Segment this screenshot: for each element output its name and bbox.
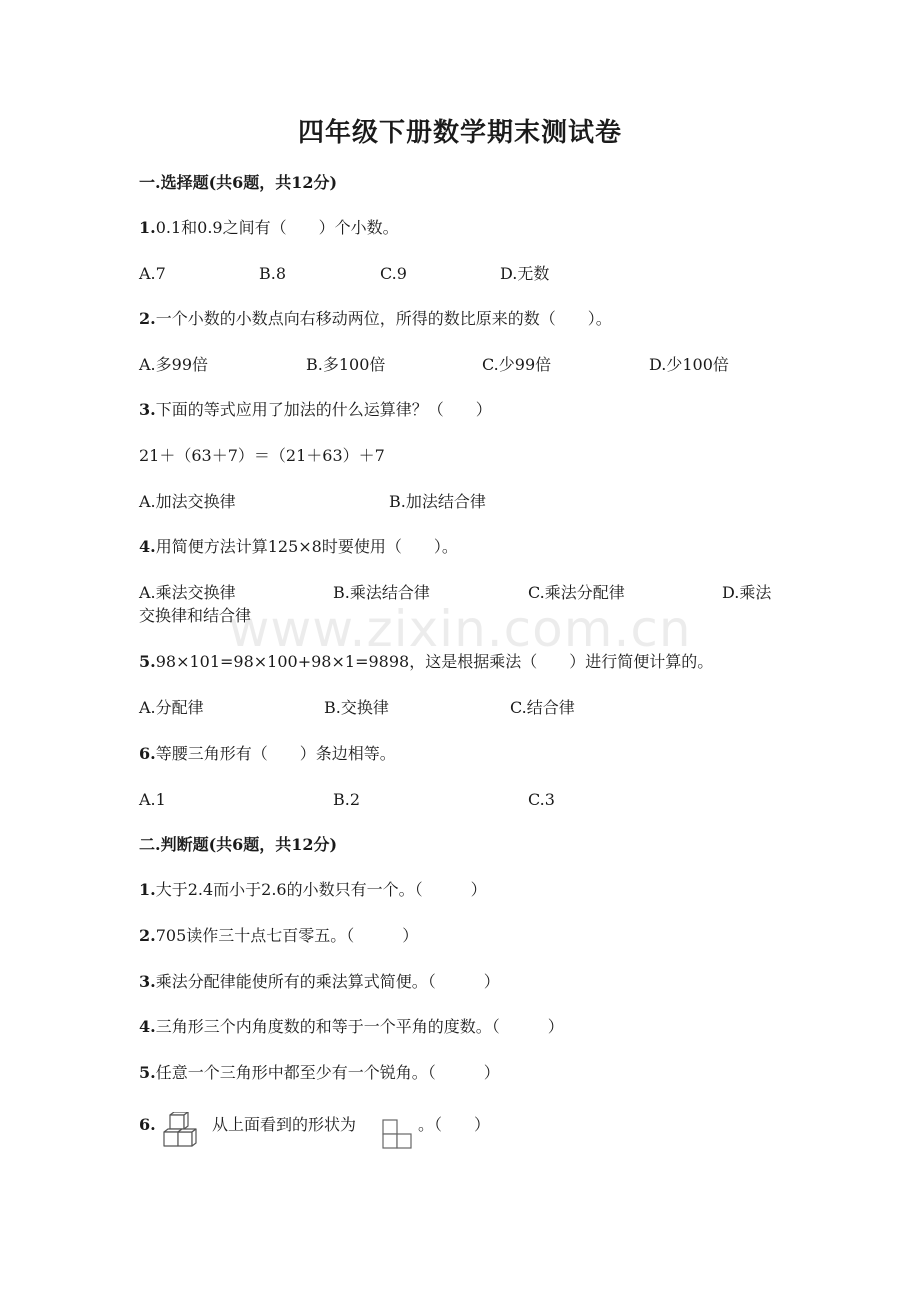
option-a: A.多99倍	[139, 355, 209, 374]
judgment-question-1	[139, 879, 487, 901]
judgment-question-3	[139, 971, 500, 993]
question-number: 4.	[139, 537, 156, 556]
option-b: B.交换律	[324, 698, 389, 717]
option-b: B.加法结合律	[389, 492, 486, 511]
question-number: 1.	[139, 880, 156, 899]
section-heading-choice: 一.选择题(共6题，共12分)	[139, 173, 338, 192]
option-c: C.结合律	[510, 698, 575, 717]
option-a: A.加法交换律	[139, 492, 236, 511]
option-d: D.乘法	[722, 583, 772, 602]
option-a: A.1	[139, 790, 166, 809]
question-text: 705读作三十点七百零五。（ ）	[155, 926, 419, 945]
question-number: 6.	[139, 1115, 156, 1134]
question-text: 任意一个三角形中都至少有一个锐角。（ ）	[155, 1063, 500, 1082]
option-d-continued: 交换律和结合律	[139, 606, 252, 625]
judgment-question-4	[139, 1016, 564, 1038]
question-number: 3.	[139, 972, 156, 991]
option-a: A.7	[139, 264, 166, 283]
option-c: C.乘法分配律	[528, 583, 625, 602]
figure-question-text-before: 从上面看到的形状为	[212, 1115, 357, 1134]
question-text: 一个小数的小数点向右移动两位，所得的数比原来的数（ ）。	[155, 309, 612, 328]
question-text: 98×101=98×100+98×1=9898，这是根据乘法（ ）进行简便计算的。	[155, 652, 714, 671]
question-number: 6.	[139, 744, 156, 763]
judgment-question-5	[139, 1062, 500, 1084]
choice-question-2	[139, 308, 612, 330]
question-text: 用简便方法计算125×8时要使用（ ）。	[155, 537, 458, 556]
option-d: D.无数	[500, 264, 550, 283]
choice-question-1	[139, 217, 399, 239]
judgment-question-2	[139, 925, 418, 947]
watermark: www.zixin.com.cn	[228, 600, 692, 658]
choice-question-3	[139, 399, 492, 421]
option-b: B.8	[259, 264, 287, 283]
cube-stack-figure	[160, 1112, 206, 1156]
option-c: C.3	[528, 790, 555, 809]
option-b: B.2	[333, 790, 361, 809]
option-c: C.少99倍	[482, 355, 552, 374]
equation: 21＋（63＋7）＝（21＋63）＋7	[139, 446, 385, 465]
question-number: 3.	[139, 400, 156, 419]
option-b: B.乘法结合律	[333, 583, 430, 602]
question-text: 下面的等式应用了加法的什么运算律？（ ）	[155, 400, 492, 419]
question-number: 1.	[139, 218, 156, 237]
page-title: 四年级下册数学期末测试卷	[297, 118, 622, 148]
option-b: B.多100倍	[306, 355, 386, 374]
section-heading-judgment: 二.判断题(共6题，共12分)	[139, 835, 338, 854]
top-view-shape-figure	[381, 1118, 413, 1150]
question-text: 0.1和0.9之间有（ ）个小数。	[155, 218, 399, 237]
choice-question-4	[139, 536, 458, 558]
option-a: A.分配律	[139, 698, 204, 717]
option-c: C.9	[380, 264, 407, 283]
question-number: 2.	[139, 309, 156, 328]
question-number: 4.	[139, 1017, 156, 1036]
choice-question-5	[139, 651, 713, 673]
question-number: 5.	[139, 1063, 156, 1082]
option-a: A.乘法交换律	[139, 583, 236, 602]
question-number: 5.	[139, 652, 156, 671]
figure-question-text-after: 。（ ）	[418, 1115, 491, 1134]
question-text: 三角形三个内角度数的和等于一个平角的度数。（ ）	[155, 1017, 564, 1036]
question-text: 等腰三角形有（ ）条边相等。	[155, 744, 396, 763]
question-text: 乘法分配律能使所有的乘法算式简便。（ ）	[155, 972, 500, 991]
option-d: D.少100倍	[649, 355, 729, 374]
question-text: 大于2.4而小于2.6的小数只有一个。（ ）	[155, 880, 487, 899]
choice-question-6	[139, 743, 396, 765]
question-number: 2.	[139, 926, 156, 945]
